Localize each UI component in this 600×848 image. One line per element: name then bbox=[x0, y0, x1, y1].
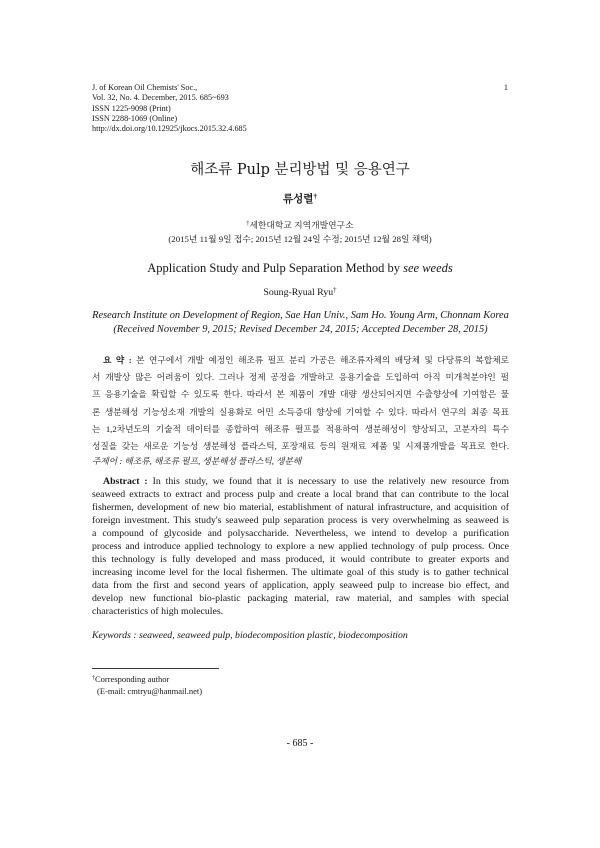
title-english bbox=[0, 259, 600, 277]
footnote-email: (E-mail: cmtryu@hanmail.net) bbox=[97, 686, 203, 696]
abstract-korean-line: 프 응용기술을 확립할 수 있도록 한다. 따라서 본 제품이 개발 대량 생산되어지면 수출향상에 기여함은 물 bbox=[92, 389, 509, 400]
abstract-korean-label: 요 약 : bbox=[103, 355, 132, 365]
abstract-korean-line bbox=[92, 352, 509, 369]
affiliation-korean-line bbox=[0, 218, 600, 232]
abstract-english bbox=[92, 475, 509, 619]
institution-korean: 세한대학교 지역개발연구소 bbox=[249, 220, 354, 230]
abstract-korean-line: 성질을 갖는 새로운 기능성 생분해성 플라스틱, 포장재료 등의 원재료 제품 및 시제품개발을 목표로 한다. bbox=[92, 441, 509, 452]
corresponding-mark: † bbox=[333, 286, 337, 294]
keywords-korean bbox=[92, 454, 509, 468]
journal-header bbox=[92, 83, 247, 134]
author-english-name: Soung-Ryual Ryu bbox=[263, 287, 334, 298]
page-marker: 1 bbox=[503, 83, 508, 92]
title-korean: 해조류 Pulp 분리방법 및 응용연구 bbox=[190, 162, 410, 178]
title-english-italic: see weeds bbox=[403, 261, 453, 275]
journal-name: J. of Korean Oil Chemists' Soc., bbox=[92, 83, 198, 92]
page-number: - 685 - bbox=[286, 738, 314, 749]
author-korean bbox=[0, 193, 600, 207]
keywords-english-text: seaweed, seaweed pulp, biodecomposition plastic, biodecomposition bbox=[139, 630, 408, 641]
issn-online: ISSN 2288-1069 (Online) bbox=[92, 113, 178, 123]
affiliation-english bbox=[92, 309, 509, 337]
abstract-english-line: this technology is fully developed and mass produced, it would contribute to greater exports and bbox=[92, 554, 509, 566]
affiliation-korean bbox=[0, 218, 600, 246]
author-english bbox=[0, 286, 600, 300]
abstract-english-line: a compound of glycoside and polysaccharide. Nevertheless, we intend to develop a purification bbox=[92, 527, 509, 539]
doi-link: http://dx.doi.org/10.12925/jkocs.2015.32.4.685 bbox=[92, 124, 247, 134]
footnote-divider bbox=[92, 668, 219, 669]
submission-dates-english: (Received November 9, 2015; Revised December 24, 2015; Accepted December 28, 2015) bbox=[113, 324, 488, 335]
keywords-english-label: Keywords : bbox=[92, 630, 137, 641]
keywords-english bbox=[92, 629, 509, 643]
abstract-english-label: Abstract : bbox=[103, 475, 148, 487]
footnote bbox=[92, 673, 202, 697]
abstract-english-line: seaweed extracts to extract and process pulp and create a local brand that can contribute to the local bbox=[92, 488, 509, 500]
abstract-english-line bbox=[92, 475, 509, 488]
abstract-english-line: foreign investment. This study's seaweed pulp separation process is very overwhelming as seaweed is bbox=[92, 514, 509, 526]
abstract-korean-line: 서 개발상 많은 어려움이 있다. 그러나 정제 공정을 개발하고 응용기술을 도입하여 아직 미개척분야인 펄 bbox=[92, 372, 509, 383]
abstract-english-line: characteristics of high molecules. bbox=[92, 606, 224, 618]
issn-print: ISSN 1225-9098 (Print) bbox=[92, 103, 171, 113]
keywords-korean-text: 해조류, 해조류 펄프, 생분해성 플라스틱, 생분해 bbox=[124, 456, 302, 466]
abstract-korean-line: 론 생분해성 기능성소재 개발의 실용화로 어민 소득증대 향상에 기여할 수 있다. 따라서 연구의 최종 목표 bbox=[92, 406, 509, 417]
abstract-english-line: process and introduce applied technology to explore a new applied technology of pulp process. Once bbox=[92, 540, 509, 552]
corresponding-mark: † bbox=[92, 675, 95, 682]
abstract-english-line: data from the first and second years of application, apply seaweed pulp to increase bio effect, and bbox=[92, 580, 509, 592]
author-korean-name: 류성렬 bbox=[282, 194, 314, 205]
abstract-english-line: develop new functional bio-plastic packaging material, raw material, and samples with special bbox=[92, 593, 509, 605]
institution-english: Research Institute on Development of Region, Sae Han Univ., Sam Ho. Young Arm, Chonnam Korea bbox=[92, 310, 509, 321]
corresponding-mark: † bbox=[313, 191, 318, 201]
submission-dates-korean: (2015년 11월 9일 접수; 2015년 12월 24일 수정; 2015년 12월 28일 채택) bbox=[168, 234, 432, 244]
footnote-text: Corresponding author bbox=[94, 674, 170, 684]
abstract-korean-text: 본 연구에서 개발 예정인 해조류 펄프 분리 가공은 해조류자체의 배당체 및 다당류의 복합체로 bbox=[136, 355, 509, 365]
abstract-korean bbox=[92, 352, 509, 455]
abstract-english-line: increasing income level for the local fishermen. The ultimate goal of this study is to gather technical bbox=[92, 567, 509, 579]
footnote-corresponding bbox=[92, 673, 202, 685]
affiliation-mark: † bbox=[246, 221, 250, 228]
title-english-main: Application Study and Pulp Separation Method by bbox=[147, 261, 400, 275]
abstract-english-text: In this study, we found that it is necessary to use the relatively new resource from bbox=[152, 475, 510, 487]
volume-info: Vol. 32, No. 4. December, 2015. 685~693 bbox=[92, 93, 229, 103]
abstract-english-line: fishermen, development of new bio material, establishment of natural infrastructure, and acquisition of bbox=[92, 501, 509, 513]
abstract-korean-line: 는 1,2차년도의 기술적 데이터를 종합하여 해조류 펄프를 적용하여 생분해성이 향상되고, 고분자의 특수 bbox=[92, 423, 509, 434]
keywords-korean-label: 주제어 : bbox=[92, 456, 123, 466]
